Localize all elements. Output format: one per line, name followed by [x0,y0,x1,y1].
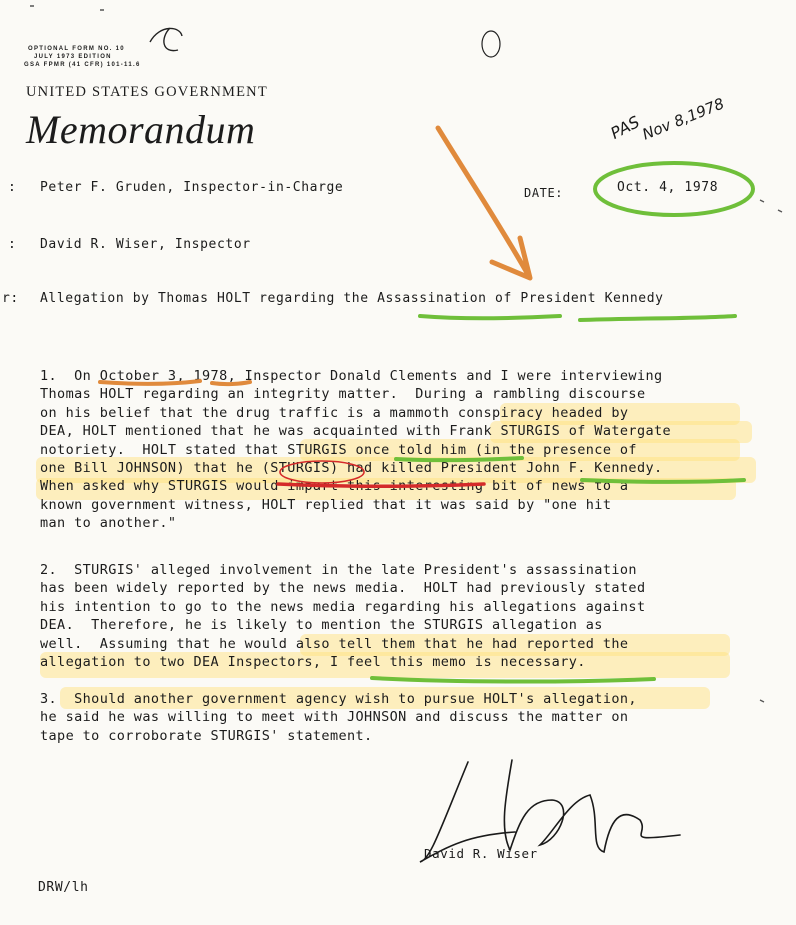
paragraph-line: DEA. Therefore, he is likely to mention the STURGIS allegation as [40,617,603,634]
sturgis-circle-annotation [280,461,364,483]
typed-signature-name: David R. Wiser [424,846,538,861]
underline-october-3 [100,381,200,384]
punch-hole-icon [482,31,500,57]
underline-had-killed [278,484,484,486]
form-gsa-line: GSA FPMR (41 CFR) 101-11.6 [24,62,141,68]
agency-name: UNITED STATES GOVERNMENT [26,84,268,100]
date-circle-annotation [595,163,753,215]
to-prefix: : [8,180,17,195]
typist-initials: DRW/lh [38,880,89,895]
handwritten-signature-icon [420,760,680,862]
handwritten-date-note: Nov 8,1978 [639,94,727,144]
from-prefix: : [8,237,17,252]
paragraph-line: man to another." [40,515,177,532]
subject-field: Allegation by Thomas HOLT regarding the Assassination of President Kennedy [40,291,664,306]
underline-president-kennedy [580,316,735,320]
form-edition-line: JULY 1973 EDITION [34,54,112,60]
paragraph-line: Thomas HOLT regarding an integrity matter. During a rambling discourse [40,386,646,403]
paragraph-line: When asked why STURGIS would impart this interesting bit of news to a [40,478,629,495]
paragraph-line: he said he was willing to meet with JOHNSON and discuss the matter on [40,709,629,726]
subject-prefix: r: [2,291,19,306]
paragraph-line: well. Assuming that he would also tell them that he had reported the [40,635,629,652]
to-field: Peter F. Gruden, Inspector-in-Charge [40,180,344,195]
corner-scribble-icon [150,28,182,51]
underline-assassination [420,316,560,318]
orange-arrow-icon [438,128,530,278]
paragraph-line: tape to corroborate STURGIS' statement. [40,727,373,744]
memo-title: Memorandum [26,107,256,152]
underline-john-f-kennedy [582,480,744,482]
paragraph-line: one Bill JOHNSON) that he (STURGIS) had killed President John F. Kennedy. [40,460,663,477]
date-value: Oct. 4, 1978 [617,180,719,195]
underline-once-told-him [396,458,522,460]
paragraph-line: has been widely reported by the news media. HOLT had previously stated [40,580,646,597]
paragraph-line: 2. STURGIS' alleged involvement in the late President's assassination [40,562,637,578]
from-field: David R. Wiser, Inspector [40,237,251,252]
paragraph-line: notoriety. HOLT stated that STURGIS once told him (in the presence of [40,441,637,458]
underline-1978 [212,382,250,384]
paragraph-line: DEA, HOLT mentioned that he was acquainted with Frank STURGIS of Watergate [40,423,672,440]
paragraph-line: his intention to go to the news media regarding his allegations against [40,598,646,615]
paragraph-line: 1. On October 3, 1978, Inspector Donald Clements and I were interviewing [40,368,663,384]
paragraph-line: allegation to two DEA Inspectors, I feel this memo is necessary. [40,654,586,671]
paragraph-line: on his belief that the drug traffic is a mammoth conspiracy headed by [40,404,629,421]
paragraph-line: 3. Should another government agency wish to pursue HOLT's allegation, [40,691,637,707]
underline-memo-necessary [372,678,654,682]
date-label: DATE: [524,186,564,200]
paragraph-line: known government witness, HOLT replied that it was said by "one hit [40,496,612,513]
speck-marks [30,6,782,702]
handwritten-initials: PAS [607,112,643,143]
form-number-line: OPTIONAL FORM NO. 10 [28,46,125,52]
